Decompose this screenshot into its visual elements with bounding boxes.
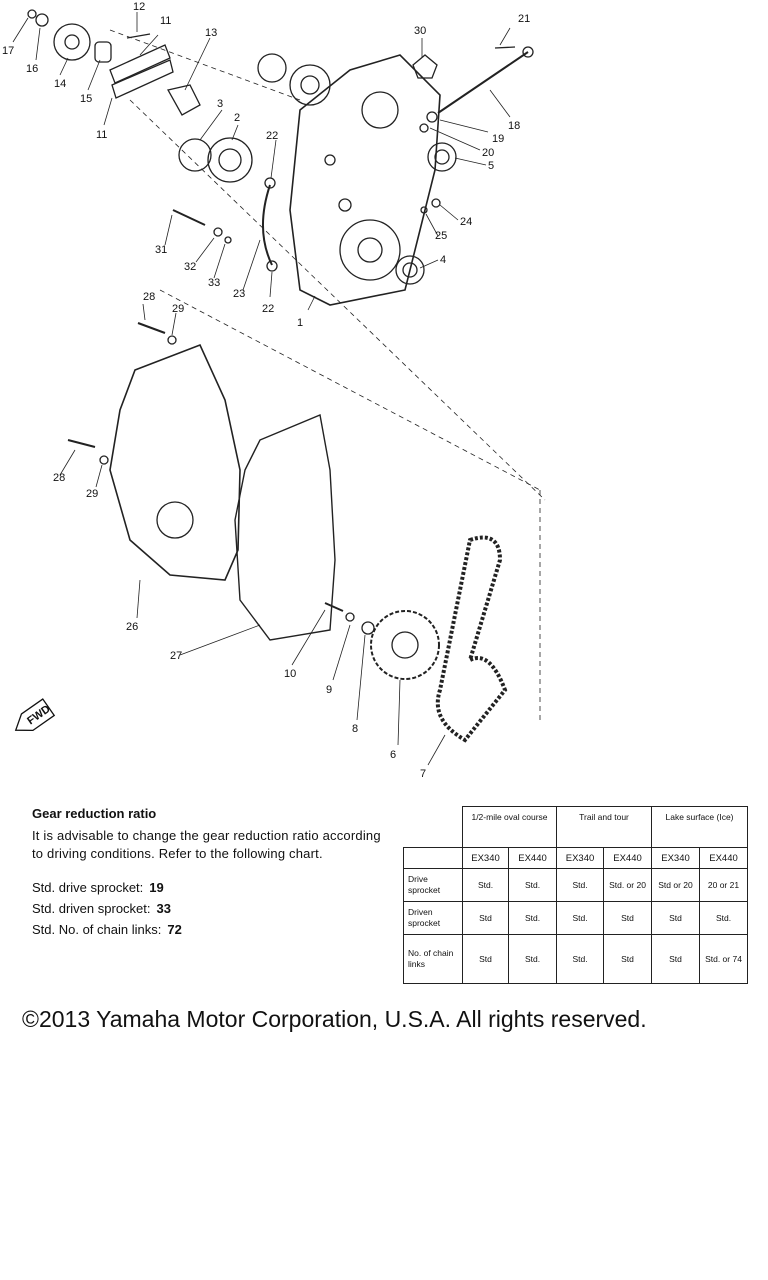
callout-28a: 28: [143, 291, 156, 303]
model-header: EX440: [700, 848, 748, 869]
callout-29a: 29: [172, 303, 185, 315]
model-header: EX440: [604, 848, 652, 869]
callout-8: 8: [352, 723, 359, 735]
callout-28b: 28: [53, 472, 66, 484]
callout-7: 7: [420, 768, 427, 780]
gear-reduction-section: [32, 806, 392, 940]
table-cell: Std: [652, 935, 700, 984]
gear-reduction-description: It is advisable to change the gear reduction ratio according to driving conditions. Refer to the following chart.: [32, 828, 381, 861]
table-cell: Std: [652, 902, 700, 935]
callout-3: 3: [217, 98, 224, 110]
fwd-label: FWD: [25, 703, 53, 728]
gear-ratio-table: [403, 806, 748, 984]
callout-31: 31: [155, 244, 168, 256]
sprocket-6: [371, 611, 439, 679]
callout-9: 9: [326, 684, 333, 696]
bearing-2: [208, 138, 252, 182]
std-chain-links: Std. No. of chain links: 72: [32, 922, 182, 937]
callout-15: 15: [80, 93, 93, 105]
table-cell: Std.: [509, 869, 557, 902]
callout-22b: 22: [262, 303, 275, 315]
table-row-driven: [404, 902, 748, 935]
std-driven-sprocket: Std. driven sprocket: 33: [32, 901, 171, 916]
callout-12: 12: [133, 1, 146, 13]
callout-13: 13: [205, 27, 218, 39]
table-cell: Std: [463, 902, 509, 935]
callout-11a: 11: [160, 15, 172, 27]
table-cell: 20 or 21: [700, 869, 748, 902]
callout-32: 32: [184, 261, 197, 273]
model-header-blank: [404, 848, 463, 869]
callout-27: 27: [170, 650, 183, 662]
case-body: [290, 55, 440, 305]
callout-19: 19: [492, 133, 505, 145]
row-label: Driven sprocket: [404, 902, 463, 935]
callout-23: 23: [233, 288, 246, 300]
table-cell: Std.: [557, 869, 604, 902]
drive-chain-7: [438, 538, 505, 741]
callout-5: 5: [488, 160, 495, 172]
table-cell: Std. or 20: [604, 869, 652, 902]
table-row-links: [404, 935, 748, 984]
callout-11b: 11: [96, 129, 108, 141]
table-cell: Std.: [509, 902, 557, 935]
callout-2: 2: [234, 112, 241, 124]
cover-26: [110, 345, 240, 580]
model-header: EX340: [463, 848, 509, 869]
table-cell: Std. or 74: [700, 935, 748, 984]
model-header: EX440: [509, 848, 557, 869]
row-label: Drive sprocket: [404, 869, 463, 902]
circlip-3: [179, 139, 211, 171]
callout-24: 24: [460, 216, 473, 228]
gear-reduction-title: Gear reduction ratio: [32, 806, 157, 821]
table-cell: Std: [604, 902, 652, 935]
callout-18: 18: [508, 120, 521, 132]
callout-20: 20: [482, 147, 495, 159]
callout-22a: 22: [266, 130, 279, 142]
table-cell: Std.: [509, 935, 557, 984]
callout-4: 4: [440, 254, 447, 266]
row-label: No. of chain links: [404, 935, 463, 984]
fwd-arrow-icon: [10, 699, 54, 738]
table-cell: Std.: [700, 902, 748, 935]
callout-26: 26: [126, 621, 139, 633]
callout-16: 16: [26, 63, 39, 75]
std-drive-sprocket: Std. drive sprocket: 19: [32, 880, 164, 895]
group-header-trail: Trail and tour: [557, 807, 652, 848]
table-cell: Std or 20: [652, 869, 700, 902]
group-header-oval: 1/2-mile oval course: [463, 807, 557, 848]
group-header-lake: Lake surface (Ice): [652, 807, 748, 848]
table-corner: [404, 807, 463, 848]
table-cell: Std.: [557, 902, 604, 935]
gasket-27: [235, 415, 335, 640]
table-cell: Std.: [463, 869, 509, 902]
callout-21: 21: [518, 13, 531, 25]
callout-33: 33: [208, 277, 221, 289]
callout-30: 30: [414, 25, 427, 37]
callout-17: 17: [2, 45, 15, 57]
seal-5: [428, 143, 456, 171]
callout-25: 25: [435, 230, 448, 242]
callout-6: 6: [390, 749, 397, 761]
table-cell: Std: [604, 935, 652, 984]
copyright-notice: ©2013 Yamaha Motor Corporation, U.S.A. All rights reserved.: [22, 1006, 647, 1032]
callout-1: 1: [297, 317, 304, 329]
sprocket-14: [54, 24, 90, 60]
model-header: EX340: [557, 848, 604, 869]
table-cell: Std: [463, 935, 509, 984]
callout-14: 14: [54, 78, 67, 90]
table-cell: Std.: [557, 935, 604, 984]
model-header: EX340: [652, 848, 700, 869]
callout-10: 10: [284, 668, 297, 680]
callout-29b: 29: [86, 488, 99, 500]
table-row-drive: [404, 869, 748, 902]
